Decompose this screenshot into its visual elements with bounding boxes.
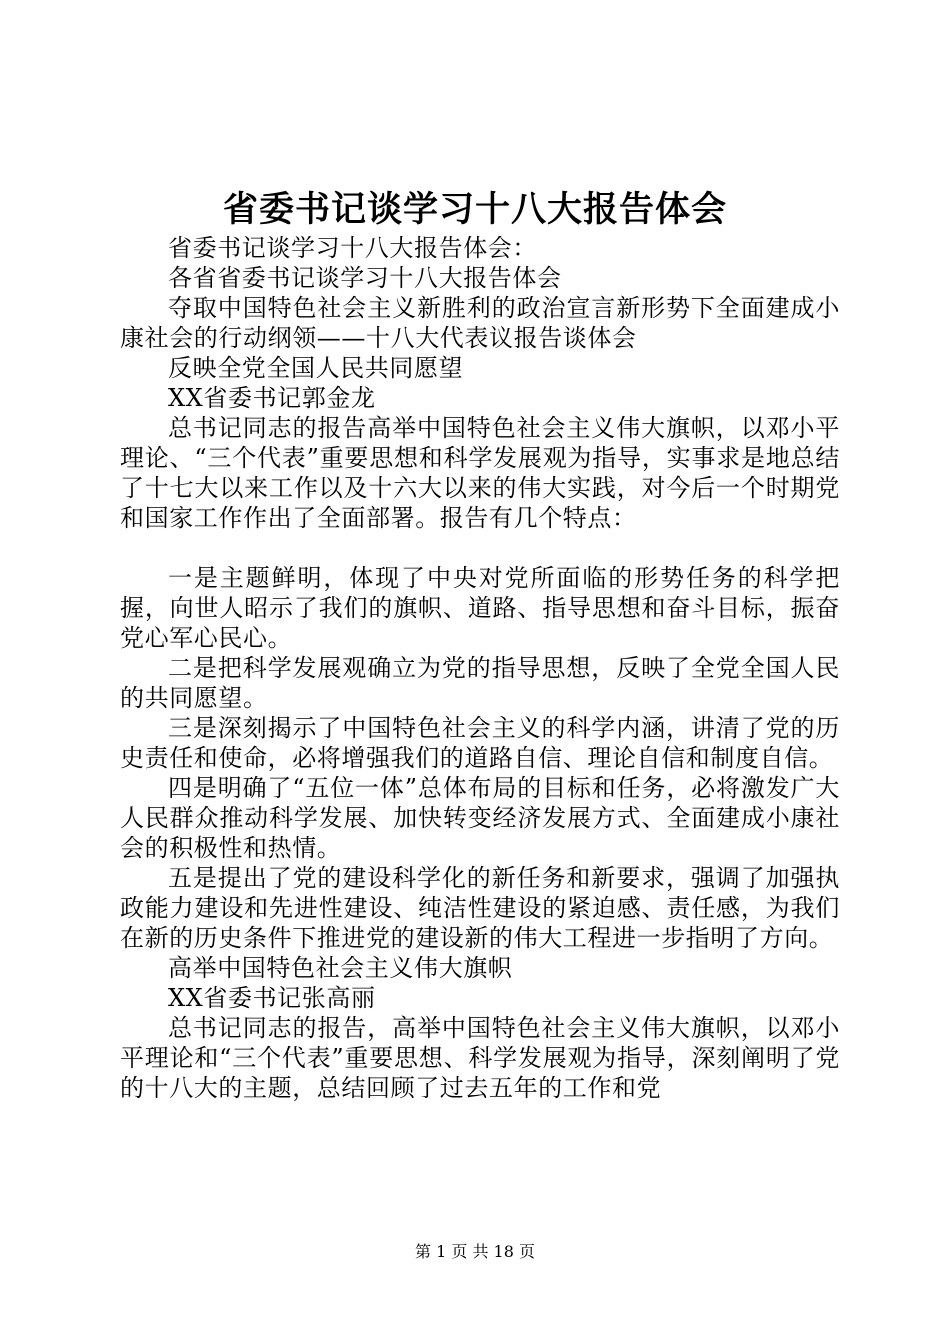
paragraph: 二是把科学发展观确立为党的指导思想，反映了全党全国人民的共同愿望。 xyxy=(120,654,840,712)
paragraph: XX省委书记张高丽 xyxy=(168,984,376,1012)
page-number-footer: 第 1 页 共 18 页 xyxy=(415,1242,535,1261)
paragraph: 各省省委书记谈学习十八大报告体会 xyxy=(168,264,562,292)
paragraph-spacer xyxy=(120,533,840,563)
paragraph: 省委书记谈学习十八大报告体会： xyxy=(168,234,537,262)
document-body xyxy=(120,233,840,1103)
paragraph: 总书记同志的报告高举中国特色社会主义伟大旗帜，以邓小平理论、“三个代表”重要思想和科学发展观为指导，实事求是地总结了十七大以来工作以及十六大以来的伟大实践，对今后一个时期党和国家工作作出了全面部署。报告有几个特点： xyxy=(120,414,840,532)
paragraph: 三是深刻揭示了中国特色社会主义的科学内涵，讲清了党的历史责任和使命，必将增强我们的道路自信、理论自信和制度自信。 xyxy=(120,714,840,772)
paragraph: 高举中国特色社会主义伟大旗帜 xyxy=(168,954,513,982)
paragraph: 四是明确了“五位一体”总体布局的目标和任务，必将激发广大人民群众推动科学发展、加快转变经济发展方式、全面建成小康社会的积极性和热情。 xyxy=(120,774,840,862)
document-title: 省委书记谈学习十八大报告体会 xyxy=(222,189,727,230)
paragraph: 反映全党全国人民共同愿望 xyxy=(168,354,464,382)
paragraph: 总书记同志的报告，高举中国特色社会主义伟大旗帜，以邓小平理论和“三个代表”重要思想、科学发展观为指导，深刻阐明了党的十八大的主题，总结回顾了过去五年的工作和党 xyxy=(120,1014,840,1102)
paragraph: 一是主题鲜明，体现了中央对党所面临的形势任务的科学把握，向世人昭示了我们的旗帜、道路、指导思想和奋斗目标，振奋党心军心民心。 xyxy=(120,564,840,652)
paragraph: XX省委书记郭金龙 xyxy=(168,384,376,412)
paragraph: 五是提出了党的建设科学化的新任务和新要求，强调了加强执政能力建设和先进性建设、纯洁性建设的紧迫感、责任感，为我们在新的历史条件下推进党的建设新的伟大工程进一步指明了方向。 xyxy=(120,864,840,952)
paragraph: 夺取中国特色社会主义新胜利的政治宣言新形势下全面建成小康社会的行动纲领——十八大代表议报告谈体会 xyxy=(120,294,840,352)
